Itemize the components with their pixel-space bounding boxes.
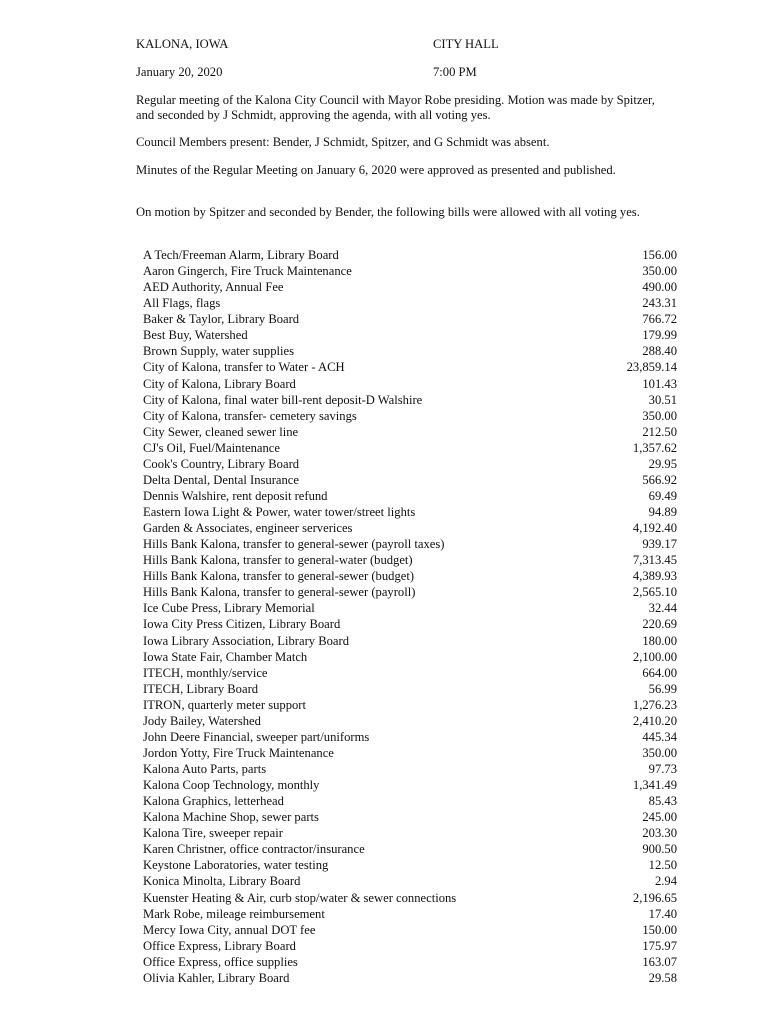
header-row-1 (136, 36, 676, 52)
bill-row (143, 745, 677, 761)
bill-row (143, 472, 677, 488)
bill-amount: 180.00 (642, 633, 677, 648)
bill-amount: 101.43 (642, 376, 677, 391)
bill-payee: Ice Cube Press, Library Memorial (143, 601, 315, 616)
bill-payee: Iowa City Press Citizen, Library Board (143, 617, 341, 632)
bill-payee: Kuenster Heating & Air, curb stop/water & sewer connections (143, 890, 457, 905)
bill-payee: Karen Christner, office contractor/insurance (143, 842, 365, 857)
bill-payee: Hills Bank Kalona, transfer to general-sewer (payroll taxes) (143, 537, 445, 552)
bill-amount: 175.97 (642, 938, 677, 953)
bill-amount: 32.44 (648, 601, 677, 616)
bill-amount: 2,565.10 (632, 585, 677, 600)
bill-row (143, 954, 677, 970)
bill-row (143, 633, 677, 649)
bills-list (143, 247, 677, 986)
bill-payee: CJ's Oil, Fuel/Maintenance (143, 440, 280, 455)
bill-row (143, 343, 677, 359)
bill-payee: John Deere Financial, sweeper part/uniforms (143, 729, 370, 744)
bill-payee: Keystone Laboratories, water testing (143, 858, 329, 873)
bill-amount: 29.58 (648, 970, 677, 985)
bill-row (143, 263, 677, 279)
bill-payee: City of Kalona, Library Board (143, 376, 296, 391)
bill-payee: Kalona Auto Parts, parts (143, 762, 267, 776)
bill-row (143, 890, 677, 906)
bill-payee: City Sewer, cleaned sewer line (143, 424, 299, 439)
bill-row (143, 552, 677, 568)
bill-payee: ITECH, Library Board (143, 681, 259, 696)
bill-amount: 7,313.45 (632, 553, 677, 568)
bill-payee: Jody Bailey, Watershed (143, 713, 261, 728)
bill-row (143, 809, 677, 825)
bill-row (143, 295, 677, 311)
bill-amount: 12.50 (648, 858, 677, 873)
bill-amount: 939.17 (642, 537, 677, 552)
bill-payee: Kalona Coop Technology, monthly (143, 778, 320, 793)
bill-amount: 350.00 (642, 745, 677, 760)
bill-payee: Eastern Iowa Light & Power, water tower/street lights (143, 505, 416, 519)
bill-payee: Hills Bank Kalona, transfer to general-water (budget) (143, 553, 413, 568)
bill-row (143, 970, 677, 986)
bill-amount: 2,410.20 (632, 713, 677, 728)
bill-payee: Delta Dental, Dental Insurance (143, 472, 299, 487)
bill-payee: ITECH, monthly/service (143, 665, 268, 680)
bill-row (143, 440, 677, 456)
bill-amount: 350.00 (642, 264, 677, 279)
bill-amount: 4,192.40 (632, 521, 677, 536)
bill-row (143, 504, 677, 520)
bill-row (143, 488, 677, 504)
bill-amount: 94.89 (648, 505, 677, 519)
bill-row (143, 536, 677, 552)
bill-row (143, 841, 677, 857)
bill-row (143, 376, 677, 392)
paragraph-members-present: Council Members present: Bender, J Schmidt, Spitzer, and G Schmidt was absent. (136, 135, 550, 149)
bill-row (143, 681, 677, 697)
bill-amount: 243.31 (642, 296, 677, 311)
bill-row (143, 697, 677, 713)
bill-amount: 220.69 (642, 617, 677, 632)
bill-row (143, 665, 677, 681)
bill-row (143, 873, 677, 889)
bill-amount: 85.43 (648, 794, 677, 809)
bill-payee: AED Authority, Annual Fee (143, 280, 284, 295)
bill-payee: Mark Robe, mileage reimbursement (143, 906, 325, 921)
meeting-time: 7:00 PM (433, 65, 477, 79)
bill-row (143, 408, 677, 424)
bill-row (143, 761, 677, 777)
bill-payee: Jordon Yotty, Fire Truck Maintenance (143, 745, 334, 760)
bill-row (143, 359, 677, 375)
bill-amount: 4,389.93 (632, 569, 677, 584)
bill-payee: All Flags, flags (143, 296, 221, 311)
bill-payee: Hills Bank Kalona, transfer to general-sewer (budget) (143, 569, 415, 584)
bill-row (143, 327, 677, 343)
bill-row (143, 616, 677, 632)
bill-payee: Konica Minolta, Library Board (143, 874, 301, 889)
bill-amount: 445.34 (642, 729, 677, 744)
bill-row (143, 649, 677, 665)
bill-payee: Hills Bank Kalona, transfer to general-sewer (payroll) (143, 585, 416, 600)
bill-amount: 490.00 (642, 280, 677, 295)
bill-payee: Mercy Iowa City, annual DOT fee (143, 922, 316, 937)
bill-payee: Garden & Associates, engineer serverices (143, 521, 353, 536)
city-name: KALONA, IOWA (136, 37, 229, 51)
meeting-date: January 20, 2020 (136, 65, 223, 79)
bill-amount: 29.95 (648, 456, 677, 471)
bill-row (143, 520, 677, 536)
bill-row (143, 906, 677, 922)
bill-amount: 203.30 (642, 826, 677, 841)
bill-row (143, 392, 677, 408)
bill-amount: 664.00 (642, 665, 677, 680)
bill-row (143, 247, 677, 263)
bill-row (143, 938, 677, 954)
bill-amount: 2,196.65 (632, 890, 677, 905)
bill-row (143, 424, 677, 440)
bill-payee: City of Kalona, final water bill-rent deposit-D Walshire (143, 392, 423, 407)
bill-amount: 1,276.23 (632, 697, 677, 712)
bill-row (143, 825, 677, 841)
bill-amount: 17.40 (648, 906, 677, 921)
bill-payee: Iowa State Fair, Chamber Match (143, 649, 308, 664)
paragraph-agenda: Regular meeting of the Kalona City Council with Mayor Robe presiding. Motion was made by Spitzer, and seconded by J Schmidt, approving the agenda, with all voting yes. (136, 93, 655, 122)
bill-amount: 350.00 (642, 408, 677, 423)
bill-payee: Dennis Walshire, rent deposit refund (143, 488, 328, 503)
bill-amount: 156.00 (642, 248, 677, 262)
bill-amount: 2.94 (654, 874, 677, 889)
bill-amount: 900.50 (642, 842, 677, 857)
bill-payee: Aaron Gingerch, Fire Truck Maintenance (143, 264, 352, 279)
paragraph-minutes-approved: Minutes of the Regular Meeting on January 6, 2020 were approved as presented and published. (136, 163, 616, 177)
bill-amount: 1,357.62 (632, 440, 677, 455)
bill-amount: 56.99 (648, 681, 677, 696)
paragraph-bills-motion: On motion by Spitzer and seconded by Bender, the following bills were allowed with all voting yes. (136, 205, 640, 219)
bill-row (143, 713, 677, 729)
bill-payee: Iowa Library Association, Library Board (143, 633, 349, 648)
bill-row (143, 857, 677, 873)
bill-amount: 766.72 (642, 312, 677, 327)
bill-row (143, 311, 677, 327)
bill-row (143, 279, 677, 295)
bill-amount: 212.50 (642, 424, 677, 439)
bill-amount: 245.00 (642, 810, 677, 825)
bill-amount: 69.49 (648, 488, 677, 503)
bill-payee: Brown Supply, water supplies (143, 344, 294, 359)
bill-payee: Best Buy, Watershed (143, 328, 248, 343)
bill-row (143, 456, 677, 472)
bill-row (143, 568, 677, 584)
bill-payee: City of Kalona, transfer to Water - ACH (143, 360, 345, 375)
bill-payee: Kalona Tire, sweeper repair (143, 826, 283, 841)
bill-row (143, 793, 677, 809)
bill-row (143, 584, 677, 600)
bill-payee: ITRON, quarterly meter support (143, 697, 306, 712)
bill-amount: 179.99 (642, 328, 677, 343)
bill-payee: Cook's Country, Library Board (143, 456, 300, 471)
bill-amount: 163.07 (642, 954, 677, 969)
bill-row (143, 922, 677, 938)
bill-payee: A Tech/Freeman Alarm, Library Board (143, 248, 339, 262)
bill-amount: 566.92 (642, 472, 677, 487)
bill-amount: 2,100.00 (632, 649, 677, 664)
bill-payee: Office Express, Library Board (143, 938, 296, 953)
bill-amount: 288.40 (642, 344, 677, 359)
bill-payee: Olivia Kahler, Library Board (143, 970, 290, 985)
bill-row (143, 600, 677, 616)
bill-payee: City of Kalona, transfer- cemetery savings (143, 408, 357, 423)
bill-row (143, 777, 677, 793)
header-row-2 (136, 64, 676, 80)
bill-payee: Office Express, office supplies (143, 954, 298, 969)
bill-amount: 23,859.14 (626, 360, 677, 375)
bill-payee: Baker & Taylor, Library Board (143, 312, 300, 327)
meeting-location: CITY HALL (433, 37, 499, 51)
bill-row (143, 729, 677, 745)
bill-amount: 1,341.49 (632, 778, 677, 793)
bill-payee: Kalona Graphics, letterhead (143, 794, 284, 809)
bill-amount: 30.51 (648, 392, 677, 407)
bill-amount: 150.00 (642, 922, 677, 937)
bill-amount: 97.73 (648, 762, 677, 776)
bill-payee: Kalona Machine Shop, sewer parts (143, 810, 319, 825)
